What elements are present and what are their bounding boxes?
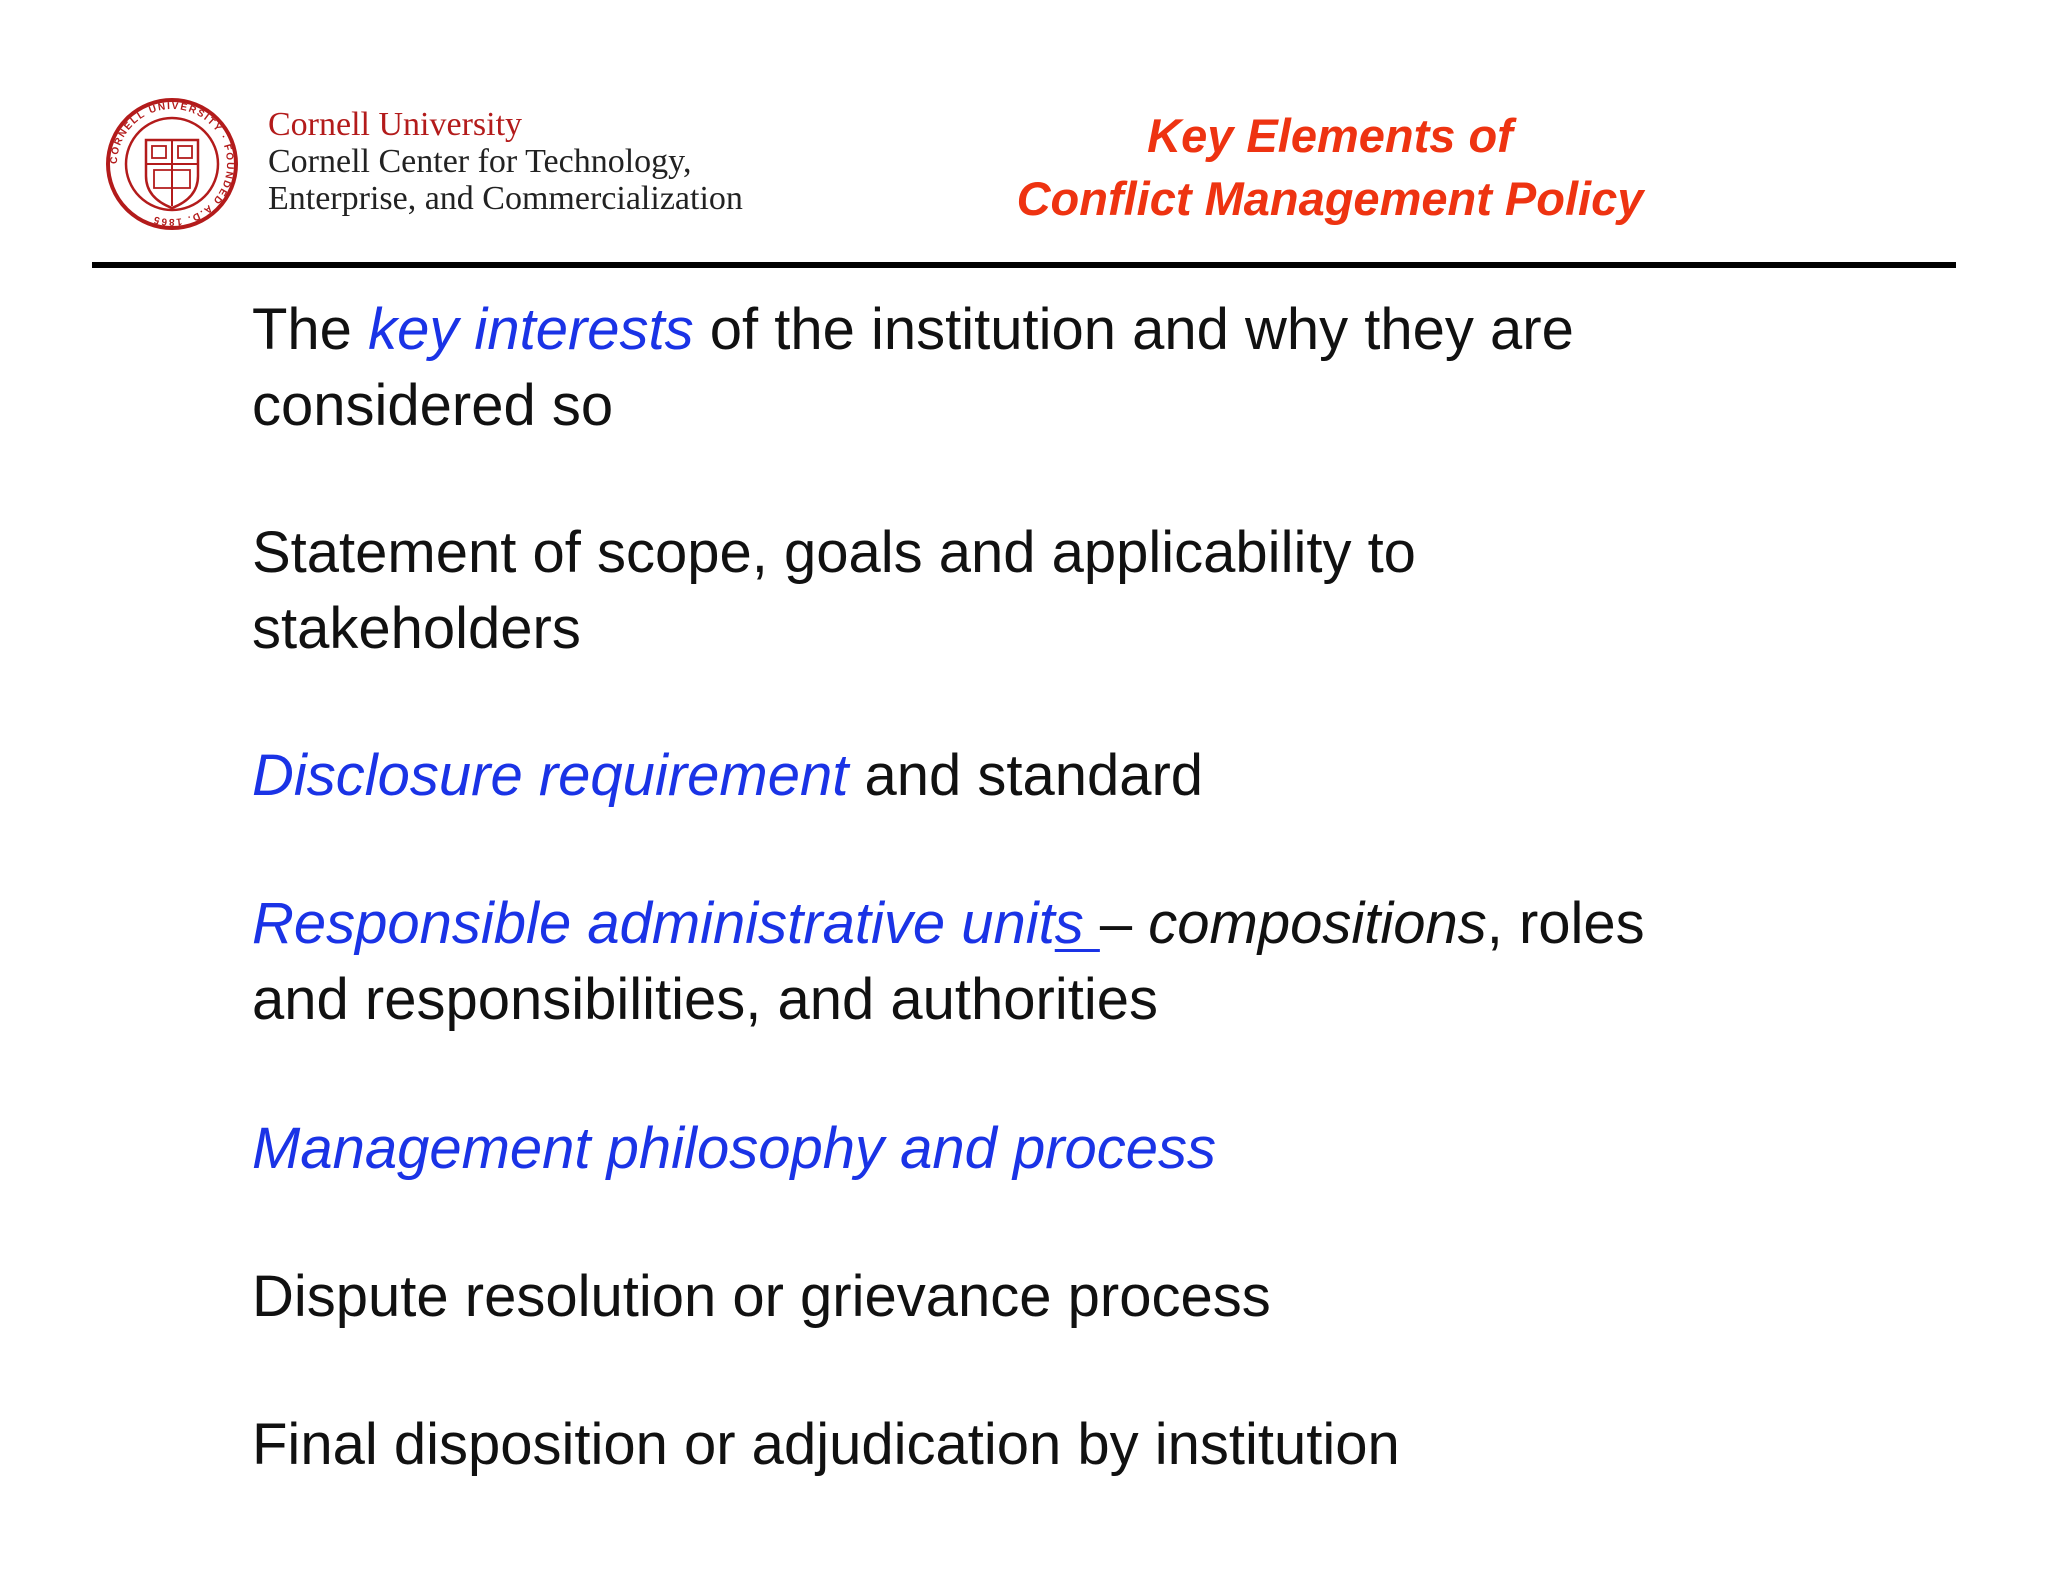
cornell-wordmark (268, 106, 743, 217)
cornell-seal-logo (104, 96, 240, 232)
item-responsible-units (252, 886, 1852, 1038)
item-key-interests (252, 292, 1852, 444)
item-management-philosophy: Management philosophy and process (252, 1116, 1217, 1181)
item2-line2: stakeholders (252, 596, 581, 661)
svg-text:CORNELL UNIVERSITY · FOUNDED A: CORNELL UNIVERSITY · FOUNDED A.D. 1865 (108, 100, 236, 228)
item1-line2: considered so (252, 373, 614, 438)
item1-text-c: of the institution and why they are (693, 297, 1574, 362)
item4-line2: and responsibilities, and authorities (252, 967, 1158, 1032)
item3-emphasis: Disclosure requirement (252, 743, 849, 808)
slide-title (920, 104, 1740, 230)
item4-dash: – (1099, 891, 1149, 956)
center-name-line1: Cornell Center for Technology, (268, 143, 692, 180)
header-divider (92, 262, 1956, 268)
item-scope-statement (252, 515, 1852, 667)
title-line1: Key Elements of (1147, 109, 1513, 162)
center-name-line2: Enterprise, and Commercialization (268, 180, 743, 217)
item-dispute-resolution: Dispute resolution or grievance process (252, 1264, 1271, 1329)
university-name: Cornell University (268, 106, 523, 143)
item2-line1: Statement of scope, goals and applicability to (252, 520, 1416, 585)
item3-text-b: and standard (848, 743, 1204, 808)
item1-text-a: The (252, 297, 369, 362)
item4-text-e: , roles (1486, 891, 1645, 956)
item-disclosure (252, 738, 1852, 814)
title-line2: Conflict Management Policy (1016, 172, 1644, 225)
item4-italic: compositions (1148, 891, 1487, 956)
item-final-disposition: Final disposition or adjudication by institution (252, 1412, 1400, 1477)
item4-emphasis: Responsible administrative unit (252, 891, 1055, 956)
item1-emphasis: key interests (368, 297, 694, 362)
item4-emphasis-underlined: s (1054, 891, 1100, 956)
